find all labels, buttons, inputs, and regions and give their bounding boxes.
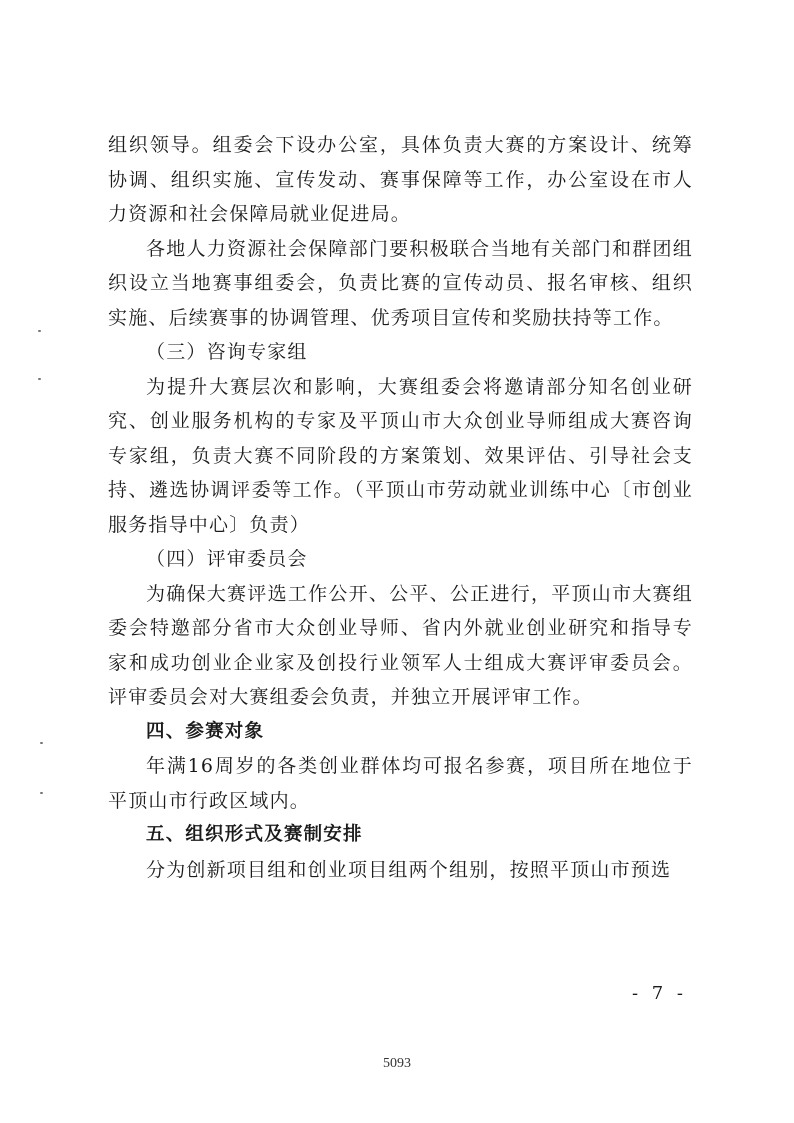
paragraph: 各地人力资源社会保障部门要积极联合当地有关部门和群团组织设立当地赛事组委会，负责比赛的宣传动员、报名审核、组织实施、后续赛事的协调管理、优秀项目宣传和奖励扶持等工作。 <box>108 237 693 329</box>
paragraph: 年满16周岁的各类创业群体均可报名参赛，项目所在地位于平顶山市行政区域内。 <box>108 755 693 812</box>
scan-speck <box>38 378 41 380</box>
page-number: - 7 - <box>631 983 687 1004</box>
section-heading: 四、参赛对象 <box>146 720 265 742</box>
paragraph: 为确保大赛评选工作公开、公平、公正进行，平顶山市大赛组委会特邀部分省市大众创业导师、省内外就业创业研究和指导专家和成功创业企业家及创投行业领军人士组成大赛评审委员会。评审委员会对大赛组委会负责，并独立开展评审工作。 <box>108 582 693 708</box>
subsection-heading: （四）评审委员会 <box>146 548 308 570</box>
archive-stamp-number: 5093 <box>383 1056 411 1071</box>
scan-speck <box>40 742 43 744</box>
paragraph: 组织领导。组委会下设办公室，具体负责大赛的方案设计、统筹协调、组织实施、宣传发动、赛事保障等工作，办公室设在市人力资源和社会保障局就业促进局。 <box>108 134 693 225</box>
document-body <box>108 128 693 887</box>
scan-speck <box>40 792 43 794</box>
subsection-heading: （三）咨询专家组 <box>146 341 308 363</box>
paragraph: 为提升大赛层次和影响，大赛组委会将邀请部分知名创业研究、创业服务机构的专家及平顶山市大众创业导师组成大赛咨询专家组，负责大赛不同阶段的方案策划、效果评估、引导社会支持、遴选协调评委等工作。（平顶山市劳动就业训练中心〔市创业服务指导中心〕负责） <box>108 375 693 536</box>
paragraph: 分为创新项目组和创业项目组两个组别，按照平顶山市预选 <box>146 858 672 881</box>
scan-speck <box>38 330 41 332</box>
section-heading: 五、组织形式及赛制安排 <box>146 824 363 845</box>
